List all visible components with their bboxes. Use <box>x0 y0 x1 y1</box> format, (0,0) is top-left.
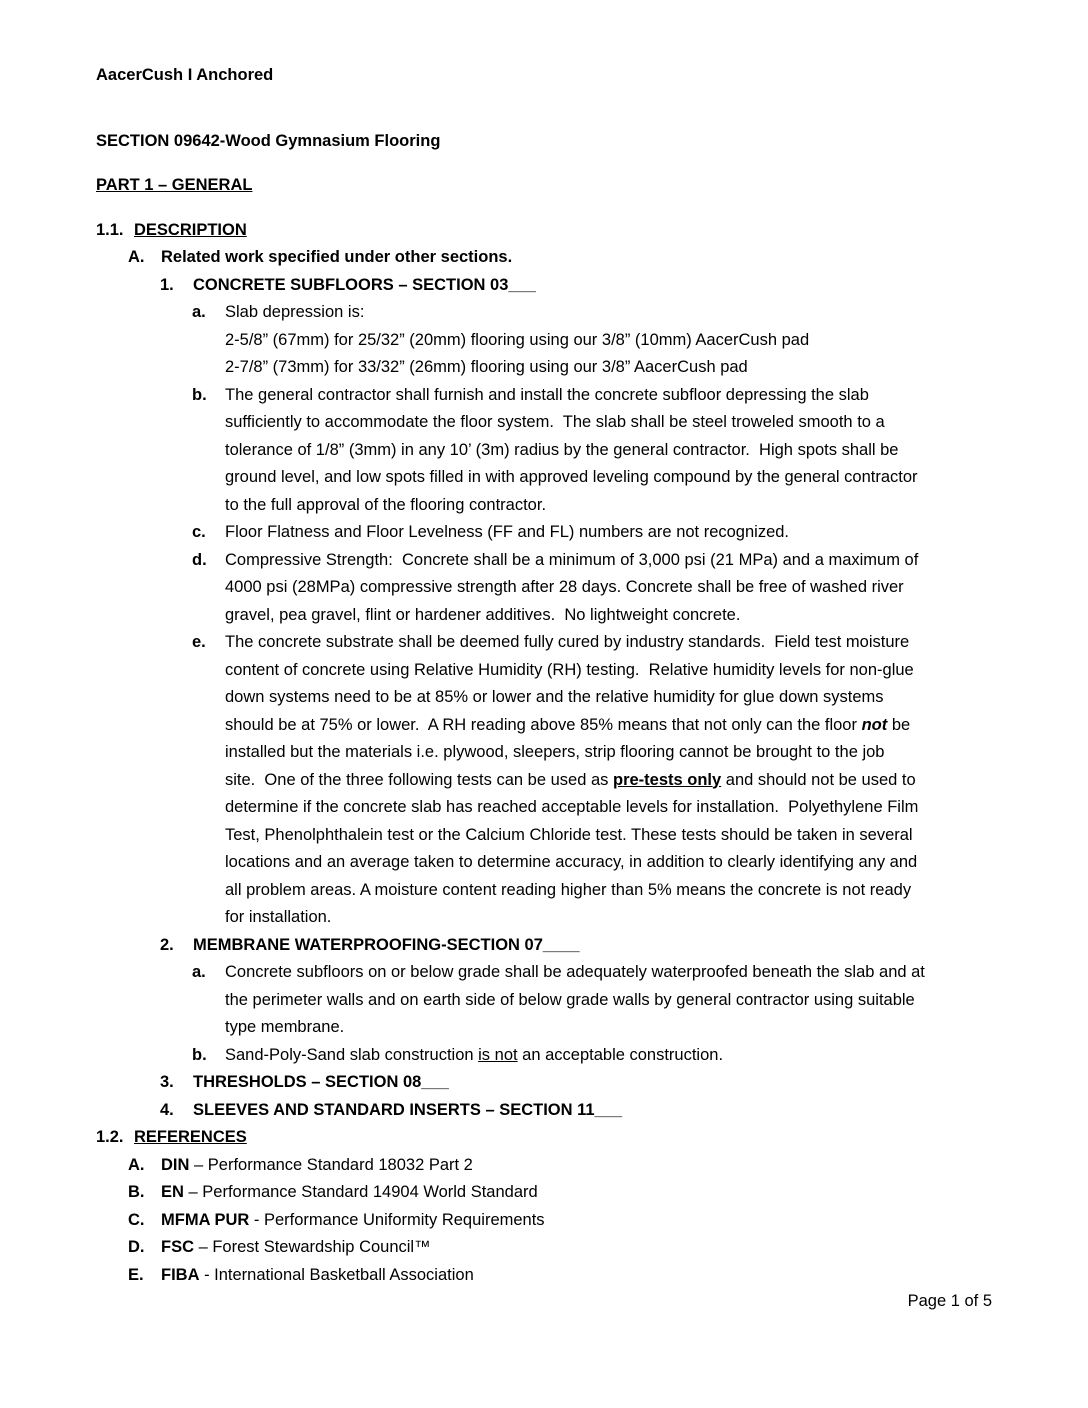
paragraph-line <box>0 602 1088 630</box>
line-text: ground level, and low spots filled in with approved leveling compound by the general contractor <box>225 468 918 486</box>
list-item <box>0 1069 1088 1097</box>
list-item <box>0 1124 1088 1152</box>
list-item <box>0 1262 1088 1290</box>
list-item <box>0 1234 1088 1262</box>
list-item <box>0 244 1088 272</box>
paragraph-line <box>0 822 1088 850</box>
list-marker: 2. <box>160 935 174 954</box>
line-text: installed but the materials i.e. plywood, sleepers, strip flooring cannot be brought to the job <box>225 743 885 761</box>
line-text: Floor Flatness and Floor Levelness (FF and FL) numbers are not recognized. <box>225 523 790 541</box>
paragraph-line <box>0 409 1088 437</box>
paragraph-line <box>0 1014 1088 1042</box>
paragraph-line <box>0 904 1088 932</box>
line-text: tolerance of 1/8” (3mm) in any 10’ (3m) radius by the general contractor. High spots shall be <box>225 440 899 459</box>
list-item <box>0 1097 1088 1125</box>
line-text: down systems need to be at 85% or lower and the relative humidity for glue down systems <box>225 688 884 706</box>
line-text: Compressive Strength: Concrete shall be a minimum of 3,000 psi (21 MPa) and a maximum of <box>225 550 919 569</box>
line-text: to the full approval of the flooring contractor. <box>225 495 547 514</box>
list-marker: d. <box>192 550 207 569</box>
paragraph-line <box>0 739 1088 767</box>
list-marker: E. <box>128 1265 144 1284</box>
line-text: DIN – Performance Standard 18032 Part 2 <box>161 1155 473 1174</box>
paragraph-line <box>0 492 1088 520</box>
list-marker: e. <box>192 633 206 651</box>
paragraph-line <box>0 767 1088 795</box>
line-text: FSC – Forest Stewardship Council™ <box>161 1238 431 1256</box>
line-text: the perimeter walls and on earth side of below grade walls by general contractor using suitable <box>225 990 915 1009</box>
list-marker: a. <box>192 963 206 981</box>
paragraph-line <box>0 712 1088 740</box>
paragraph-line <box>0 437 1088 465</box>
list-marker: B. <box>128 1183 145 1201</box>
line-text: The general contractor shall furnish and install the concrete subfloor depressing the slab <box>225 385 869 404</box>
list-marker: 1. <box>160 275 174 294</box>
section-heading: SECTION 09642-Wood Gymnasium Flooring <box>96 131 441 150</box>
line-text: for installation. <box>225 908 332 926</box>
page-number-label: Page 1 of 5 <box>907 1292 992 1310</box>
paragraph-line <box>0 849 1088 877</box>
list-marker: A. <box>128 1155 145 1174</box>
list-marker: a. <box>192 303 206 321</box>
list-marker: 1.2. <box>96 1128 124 1146</box>
line-text: all problem areas. A moisture content reading higher than 5% means the concrete is not ready <box>225 880 912 899</box>
list-item <box>0 299 1088 327</box>
list-item <box>0 547 1088 575</box>
list-marker: D. <box>128 1238 145 1256</box>
list-item <box>0 959 1088 987</box>
line-text: sufficiently to accommodate the floor system. The slab shall be steel troweled smooth to a <box>225 413 885 431</box>
line-text: SLEEVES AND STANDARD INSERTS – SECTION 11___ <box>193 1100 623 1119</box>
line-text: 4000 psi (28MPa) compressive strength after 28 days. Concrete shall be free of washed river <box>225 578 904 596</box>
paragraph-line <box>0 794 1088 822</box>
line-text: gravel, pea gravel, flint or hardener additives. No lightweight concrete. <box>225 605 741 624</box>
line-text: content of concrete using Relative Humidity (RH) testing. Relative humidity levels for non-glue <box>225 660 914 679</box>
line-text: Test, Phenolphthalein test or the Calcium Chloride test. These tests should be taken in several <box>225 825 913 844</box>
paragraph-line <box>0 987 1088 1015</box>
line-text: should be at 75% or lower. A RH reading above 85% means that not only can the floor not be <box>225 715 911 734</box>
list-marker: b. <box>192 1045 207 1064</box>
list-marker: C. <box>128 1210 145 1229</box>
line-text: site. One of the three following tests can be used as pre-tests only and should not be used to <box>225 770 916 789</box>
line-text: DESCRIPTION <box>134 220 247 239</box>
list-marker: A. <box>128 248 145 266</box>
list-item <box>0 1152 1088 1180</box>
line-text: MEMBRANE WATERPROOFING-SECTION 07____ <box>193 935 580 954</box>
line-text: determine if the concrete slab has reached acceptable levels for installation. Polyethylene Film <box>225 798 919 816</box>
list-item <box>0 1042 1088 1070</box>
paragraph-line <box>0 327 1088 355</box>
list-item <box>0 932 1088 960</box>
line-text: MFMA PUR - Performance Uniformity Requirements <box>161 1210 545 1229</box>
line-text: locations and an average taken to determine accuracy, in addition to clearly identifying any and <box>225 853 918 871</box>
line-text: Related work specified under other sections. <box>161 248 513 266</box>
line-text: Concrete subfloors on or below grade shall be adequately waterproofed beneath the slab and at <box>225 963 925 981</box>
line-text: CONCRETE SUBFLOORS – SECTION 03___ <box>193 275 536 294</box>
paragraph-line <box>0 574 1088 602</box>
paragraph-line <box>0 657 1088 685</box>
list-item <box>0 629 1088 657</box>
line-text: 2-7/8” (73mm) for 33/32” (26mm) flooring using our 3/8” AacerCush pad <box>225 358 748 376</box>
list-marker: b. <box>192 385 207 404</box>
list-item <box>0 1179 1088 1207</box>
document-body <box>0 217 1088 1290</box>
paragraph-line <box>0 464 1088 492</box>
line-text: REFERENCES <box>134 1128 247 1146</box>
paragraph-line <box>0 354 1088 382</box>
paragraph-line <box>0 877 1088 905</box>
list-item <box>0 519 1088 547</box>
list-marker: 3. <box>160 1073 174 1091</box>
list-marker: c. <box>192 523 206 541</box>
list-item <box>0 217 1088 245</box>
list-marker: 1.1. <box>96 220 124 239</box>
part-heading: PART 1 – GENERAL <box>96 176 253 194</box>
line-text: THRESHOLDS – SECTION 08___ <box>193 1073 449 1091</box>
document-title: AacerCush I Anchored <box>96 66 274 84</box>
line-text: 2-5/8” (67mm) for 25/32” (20mm) flooring using our 3/8” (10mm) AacerCush pad <box>225 330 810 349</box>
line-text: EN – Performance Standard 14904 World Standard <box>161 1183 538 1201</box>
line-text: FIBA - International Basketball Association <box>161 1265 474 1284</box>
line-text: Sand-Poly-Sand slab construction is not an acceptable construction. <box>225 1045 724 1064</box>
line-text: Slab depression is: <box>225 303 365 321</box>
line-text: type membrane. <box>225 1018 345 1036</box>
list-item <box>0 272 1088 300</box>
list-marker: 4. <box>160 1100 174 1119</box>
list-item <box>0 1207 1088 1235</box>
line-text: The concrete substrate shall be deemed fully cured by industry standards. Field test moisture <box>225 633 910 651</box>
paragraph-line <box>0 684 1088 712</box>
list-item <box>0 382 1088 410</box>
